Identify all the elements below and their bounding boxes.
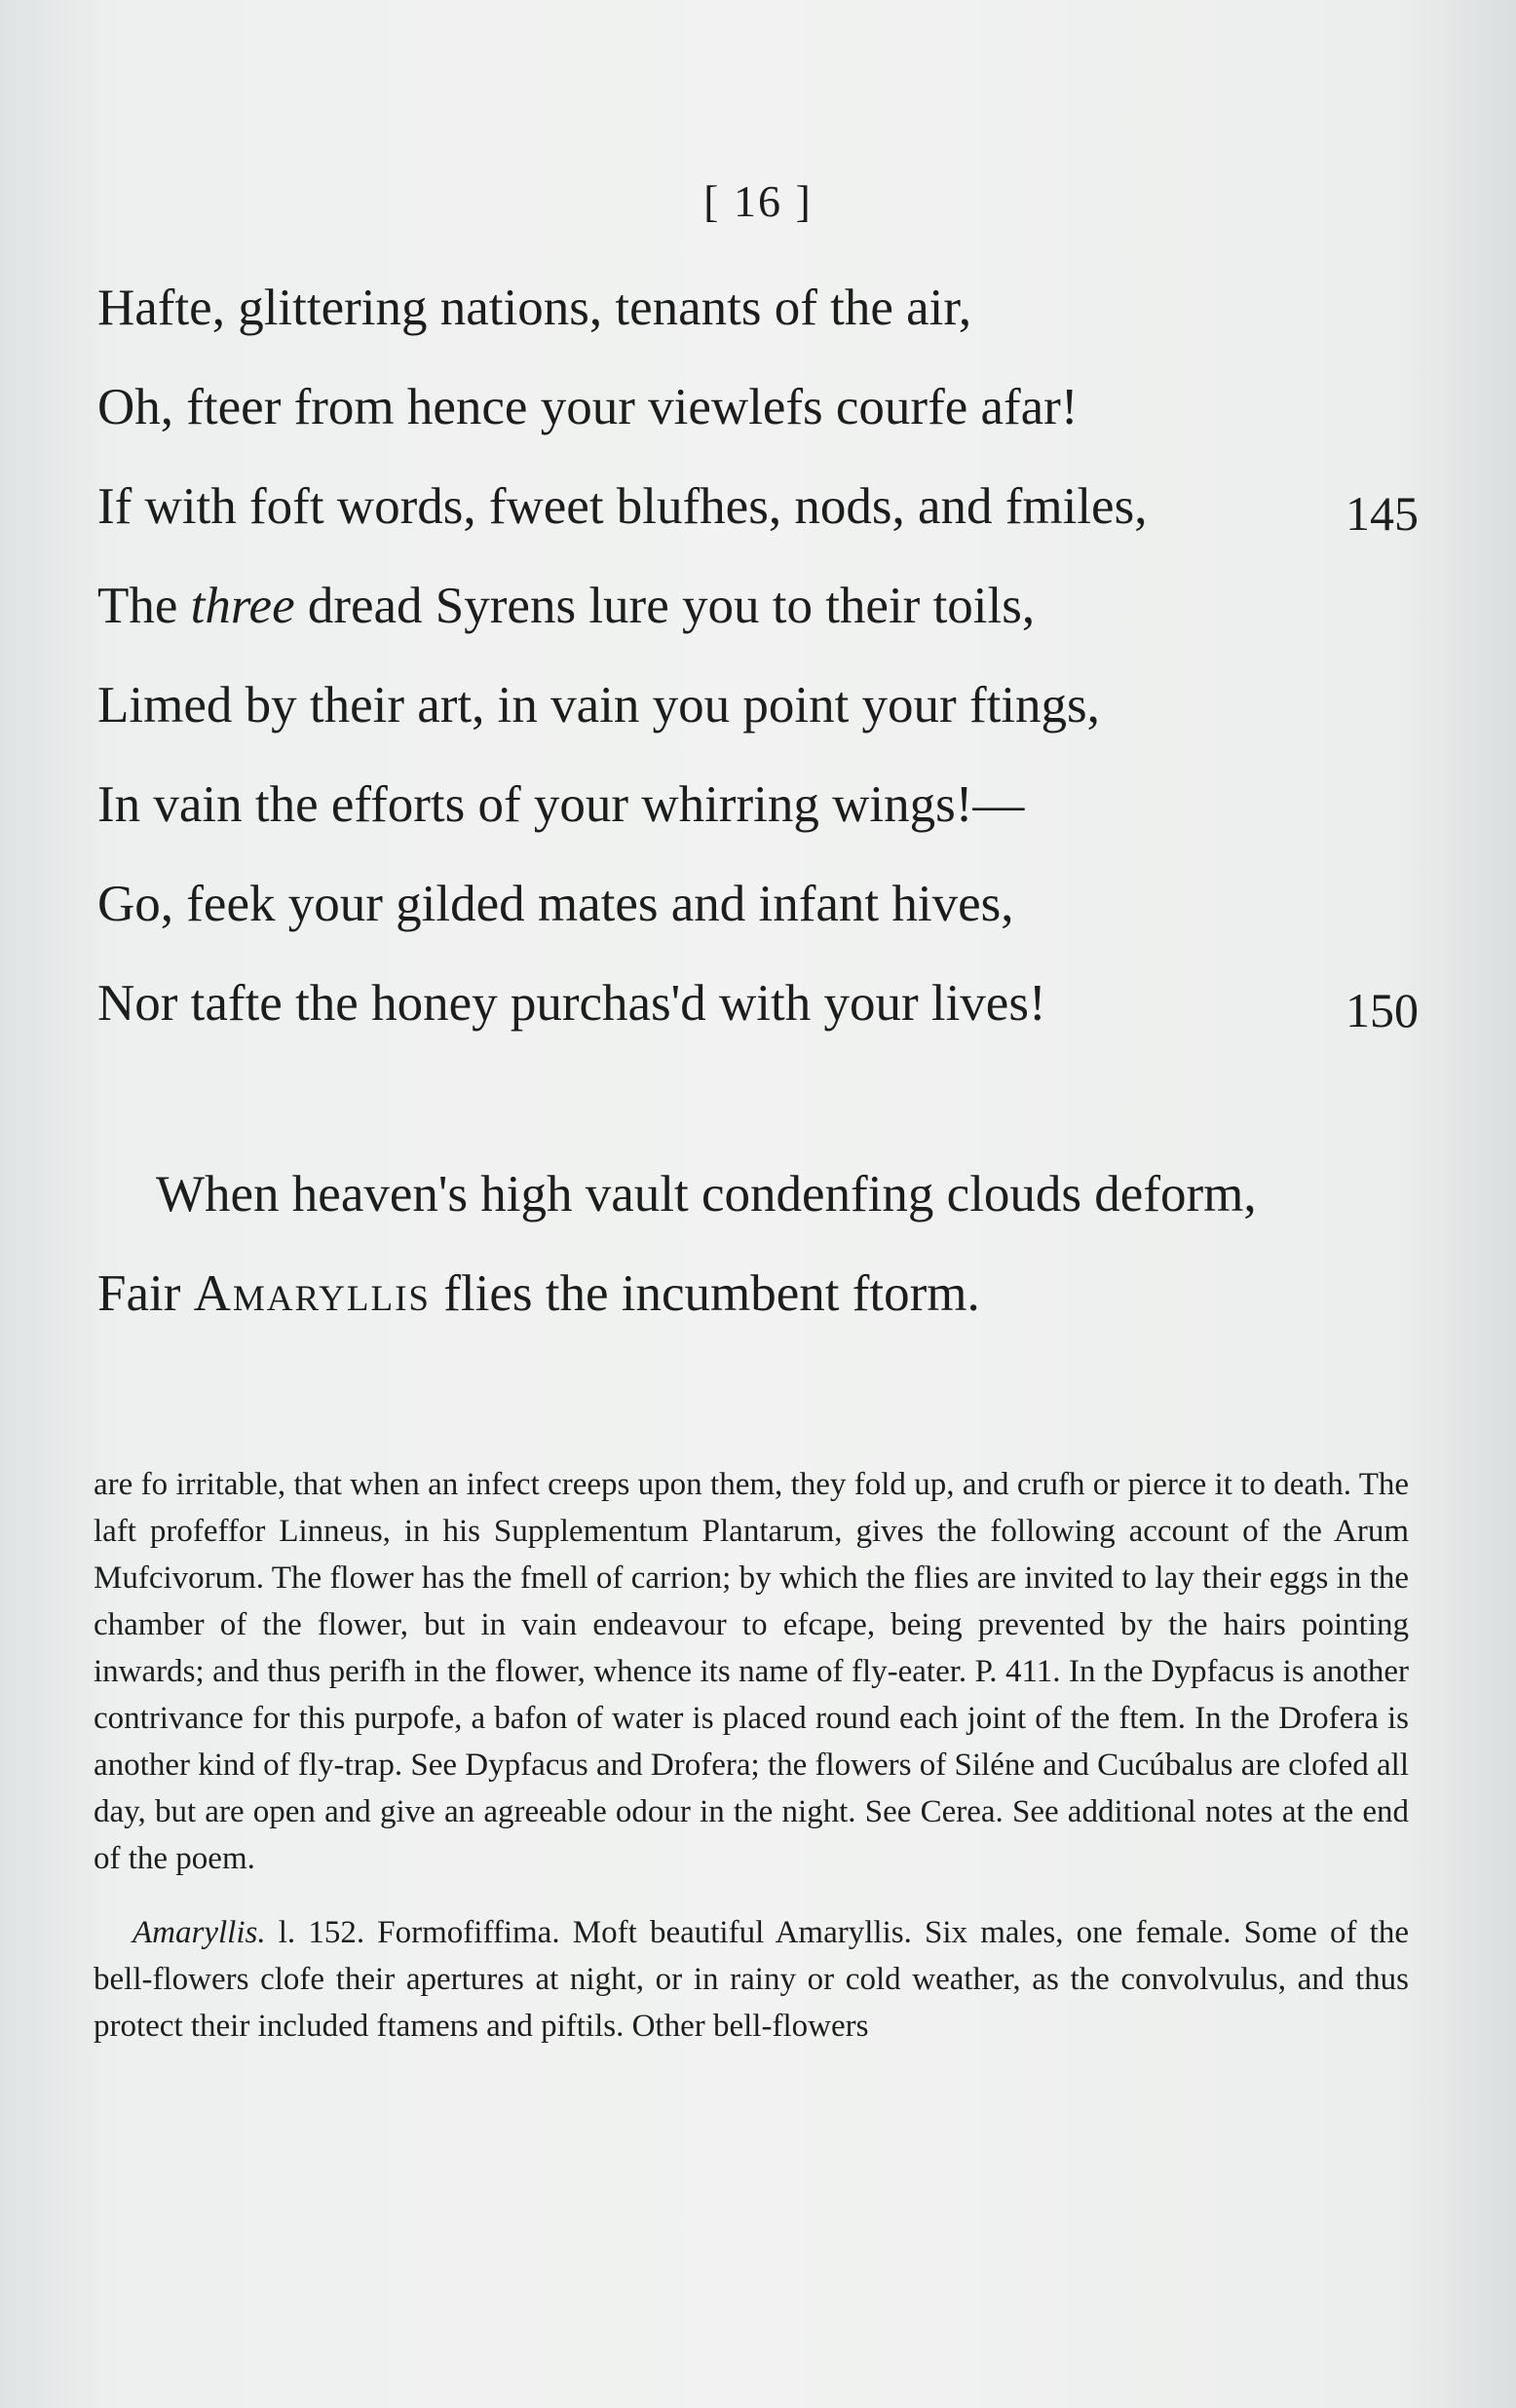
stanza2-line-2-pre: Fair — [97, 1265, 194, 1322]
note-paragraph-2 — [94, 1909, 1409, 2050]
stanza2-line-1: When heaven's high vault condenfing clouds deform, — [156, 1166, 1257, 1223]
verse-line-3: If with foft words, fweet blufhes, nods, and fmiles, — [97, 478, 1148, 535]
verse-line-6: In vain the efforts of your whirring wings!— — [97, 776, 1025, 833]
verse-line-7: Go, feek your gilded mates and infant hives, — [97, 876, 1014, 932]
verse-line-1: Hafte, glittering nations, tenants of the air, — [97, 280, 972, 336]
verse-line-4-pre: The — [97, 578, 191, 634]
note-heading-amaryllis: Amaryllis. — [133, 1915, 266, 1950]
stanza2-line-2 — [97, 1265, 980, 1322]
line-number-150: 150 — [1345, 983, 1419, 1037]
stanza2-line-2-post: flies the incumbent ftorm. — [430, 1265, 980, 1322]
verse-line-4-emphasis: three — [190, 578, 295, 634]
verse-line-5: Limed by their art, in vain you point your ftings, — [97, 677, 1100, 734]
amaryllis-small-caps: Amaryllis — [193, 1265, 431, 1322]
footnotes — [94, 1461, 1409, 2050]
verse-line-4 — [97, 578, 1036, 634]
note-paragraph-2-body: l. 152. Formofiffima. Moft beautiful Amaryllis. Six males, one female. Some of the bell-flowers clofe their apertures at night, or in rainy or cold weather, as the convolvulus, and thus protect their included ftamens and piftils. Other bell-flowers — [94, 1915, 1409, 2044]
verse-line-2: Oh, fteer from hence your viewlefs courfe afar! — [97, 379, 1079, 435]
line-number-145: 145 — [1345, 486, 1419, 541]
page-number: [ 16 ] — [703, 176, 813, 226]
note-paragraph-1: are fo irritable, that when an infect creeps upon them, they fold up, and crufh or pierce it to death. The laft profeffor Linneus, in his Supplementum Plantarum, gives the following account of the Arum Mufcivorum. The flower has the fmell of carrion; by which the flies are invited to lay their eggs in the chamber of the flower, but in vain endeavour to efcape, being prevented by the hairs pointing inwards; and thus perifh in the flower, whence its name of fly-eater. P. 411. In the Dypfacus is another contrivance for this purpofe, a bafon of water is placed round each joint of the ftem. In the Drofera is another kind of fly-trap. See Dypfacus and Drofera; the flowers of Siléne and Cucúbalus are clofed all day, but are open and give an agreeable odour in the night. See Cerea. See additional notes at the end of the poem. — [94, 1467, 1409, 1876]
verse-line-8: Nor tafte the honey purchas'd with your lives! — [97, 975, 1046, 1032]
verse-line-4-post: dread Syrens lure you to their toils, — [294, 578, 1036, 634]
